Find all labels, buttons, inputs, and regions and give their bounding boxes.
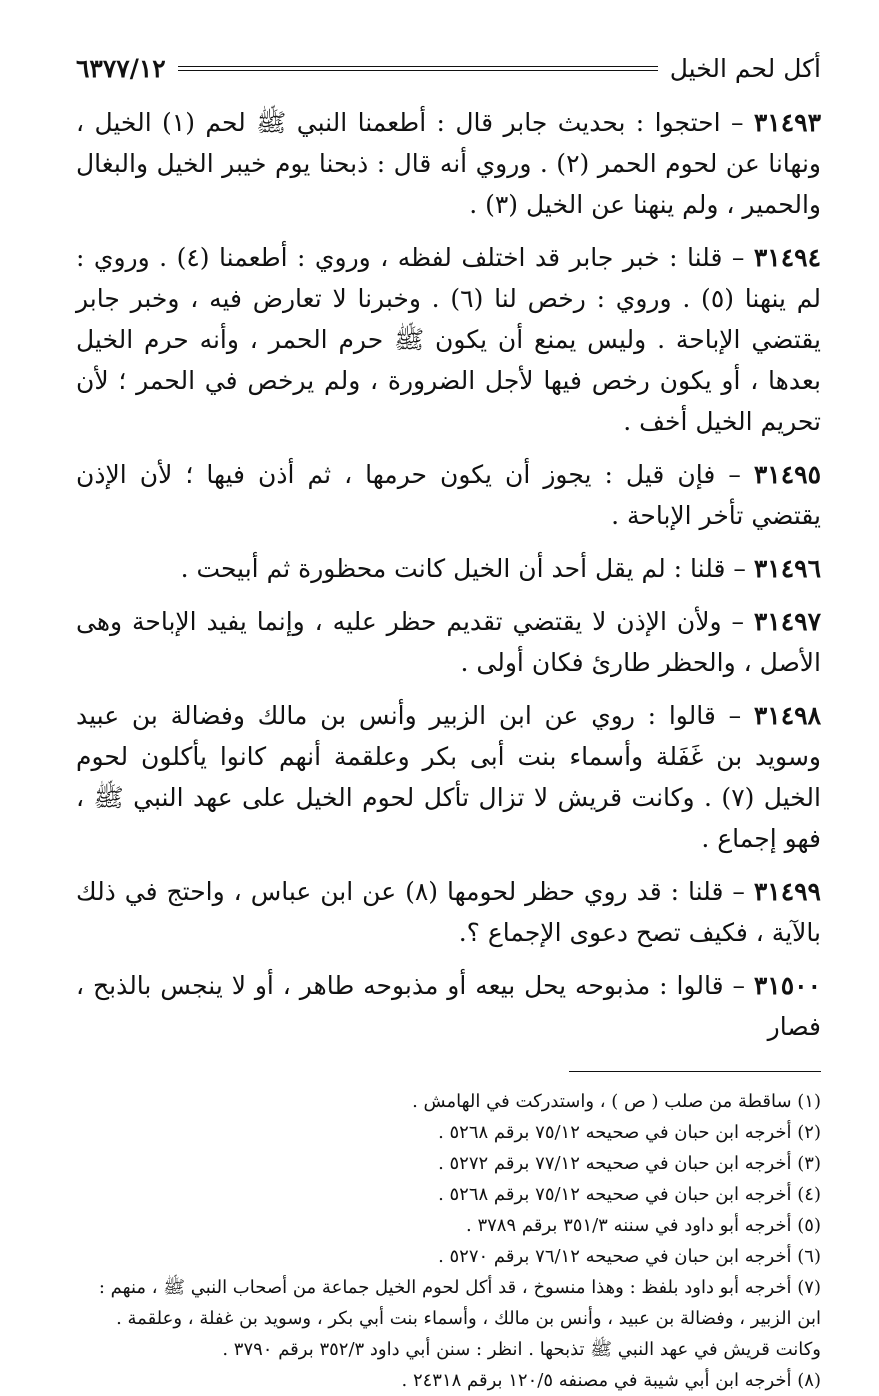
footnote: (٥) أخرجه أبو داود في سننه ٣٥١/٣ برقم ٣٧٨٩ . xyxy=(466,1215,821,1236)
paragraph: ٣١٤٩٤ – قلنا : خبر جابر قد اختلف لفظه ، وروي : أطعمنا (٤) . وروي : لم ينهنا (٥) . وروي : رخص لنا (٦) . وخبرنا لا تعارض فيه ، وخبر جابر يقتضي الإباحة . وليس يمنع أن يكون ﷺ حرم الحمر ، وأنه حرم الخيل بعدها ، أو يكون رخص فيها لأجل الضرورة ، ولم يرخص في الحمر ؛ لأن تحريم الخيل أخف . xyxy=(76,243,822,436)
footnote: (٦) أخرجه ابن حبان في صحيحه ٧٦/١٢ برقم ٥٢٧٠ . xyxy=(438,1246,821,1267)
paragraph-text: قلنا : خبر جابر قد اختلف لفظه ، وروي : أطعمنا (٤) . وروي : لم ينهنا (٥) . وروي : رخص لنا (٦) . وخبرنا لا تعارض فيه ، وخبر جابر يقتضي الإباحة . وليس يمنع أن يكون ﷺ حرم الحمر ، وأنه حرم الخيل بعدها ، أو يكون رخص فيها لأجل الضرورة ، ولم يرخص في الحمر ؛ لأن تحريم الخيل أخف . xyxy=(76,243,822,436)
paragraph: ٣١٤٩٧ – ولأن الإذن لا يقتضي تقديم حظر عليه ، وإنما يفيد الإباحة وهى الأصل ، والحظر طارئ فكان أولى . xyxy=(76,607,821,677)
paragraph-number: ٣١٤٩٨ xyxy=(753,701,821,730)
paragraph-text: قلنا : قد روي حظر لحومها (٨) عن ابن عباس ، واحتج في ذلك بالآية ، فكيف تصح دعوى الإجماع ؟. xyxy=(76,877,821,947)
page-header xyxy=(76,46,821,90)
paragraph: ٣١٤٩٣ – احتجوا : بحديث جابر قال : أطعمنا النبي ﷺ لحم (١) الخيل ، ونهانا عن لحوم الحمر (٢) . وروي أنه قال : ذبحنا يوم خيبر الخيل والبغال والحمير ، ولم ينهنا عن الخيل (٣) . xyxy=(76,108,822,219)
footnote: (٢) أخرجه ابن حبان في صحيحه ٧٥/١٢ برقم ٥٢٦٨ . xyxy=(438,1122,821,1143)
paragraph-text: ولأن الإذن لا يقتضي تقديم حظر عليه ، وإنما يفيد الإباحة وهى الأصل ، والحظر طارئ فكان أولى . xyxy=(76,607,821,677)
main-text xyxy=(76,102,821,1047)
paragraph-number: ٣١٤٩٥ xyxy=(753,460,821,489)
paragraph-text: احتجوا : بحديث جابر قال : أطعمنا النبي ﷺ لحم (١) الخيل ، ونهانا عن لحوم الحمر (٢) . وروي أنه قال : ذبحنا يوم خيبر الخيل والبغال والحمير ، ولم ينهنا عن الخيل (٣) . xyxy=(76,108,821,219)
paragraph-text: قلنا : لم يقل أحد أن الخيل كانت محظورة ثم أبيحت . xyxy=(180,554,726,583)
paragraph: ٣١٤٩٨ – قالوا : روي عن ابن الزبير وأنس بن مالك وفضالة بن عبيد وسويد بن غَفَلة وأسماء بنت أبى بكر وعلقمة أنهم كانوا يأكلون لحوم الخيل (٧) . وكانت قريش لا تزال تأكل لحوم الخيل على عهد النبي ﷺ ، فهو إجماع . xyxy=(76,701,821,853)
paragraph-number: ٣١٤٩٦ xyxy=(753,554,821,583)
footnotes xyxy=(76,1086,821,1396)
page-number: ٦٣٧٧/١٢ xyxy=(76,53,166,83)
paragraph: ٣١٥٠٠ – قالوا : مذبوحه يحل بيعه أو مذبوحه طاهر ، أو لا ينجس بالذبح ، فصار xyxy=(76,971,821,1041)
paragraph: ٣١٤٩٩ – قلنا : قد روي حظر لحومها (٨) عن ابن عباس ، واحتج في ذلك بالآية ، فكيف تصح دعوى الإجماع ؟. xyxy=(76,877,821,947)
paragraph: ٣١٤٩٥ – فإن قيل : يجوز أن يكون حرمها ، ثم أذن فيها ؛ لأن الإذن يقتضي تأخر الإباحة . xyxy=(76,460,821,530)
footnote: (١) ساقطة من صلب ( ص ) ، واستدركت في الهامش . xyxy=(412,1091,821,1112)
paragraph-number: ٣١٤٩٧ xyxy=(753,607,821,636)
header-rule xyxy=(178,66,658,71)
footnote: (٨) أخرجه ابن أبي شيبة في مصنفه ١٢٠/٥ برقم ٢٤٣١٨ . xyxy=(401,1370,821,1391)
footnote: (٧) أخرجه أبو داود بلفظ : وهذا منسوخ ، قد أكل لحوم الخيل جماعة من أصحاب النبي ﷺ ، منهم : ابن الزبير ، وفضالة بن عبيد ، وأنس بن مالك ، وأسماء بنت أبي بكر ، وسويد بن غفلة ، وعلقمة . وكانت قريش في عهد النبي ﷺ تذبحها . انظر : سنن أبي داود ٣٥٢/٣ برقم ٣٧٩٠ . xyxy=(98,1277,821,1360)
footnote-separator xyxy=(569,1071,821,1072)
paragraph: ٣١٤٩٦ – قلنا : لم يقل أحد أن الخيل كانت محظورة ثم أبيحت . xyxy=(180,554,821,583)
running-title: أكل لحم الخيل xyxy=(669,53,821,83)
paragraph-number: ٣١٤٩٤ xyxy=(753,243,821,272)
paragraph-number: ٣١٤٩٩ xyxy=(753,877,821,906)
paragraph-text: قالوا : روي عن ابن الزبير وأنس بن مالك وفضالة بن عبيد وسويد بن غَفَلة وأسماء بنت أبى بكر وعلقمة أنهم كانوا يأكلون لحوم الخيل (٧) . وكانت قريش لا تزال تأكل لحوم الخيل على عهد النبي ﷺ ، فهو إجماع . xyxy=(76,701,821,853)
paragraph-text: فإن قيل : يجوز أن يكون حرمها ، ثم أذن فيها ؛ لأن الإذن يقتضي تأخر الإباحة . xyxy=(76,460,821,530)
footnote: (٤) أخرجه ابن حبان في صحيحه ٧٥/١٢ برقم ٥٢٦٨ . xyxy=(438,1184,821,1205)
paragraph-number: ٣١٥٠٠ xyxy=(753,971,821,1000)
footnote: (٣) أخرجه ابن حبان في صحيحه ٧٧/١٢ برقم ٥٢٧٢ . xyxy=(438,1153,821,1174)
paragraph-text: قالوا : مذبوحه يحل بيعه أو مذبوحه طاهر ، أو لا ينجس بالذبح ، فصار xyxy=(76,971,821,1041)
paragraph-number: ٣١٤٩٣ xyxy=(753,108,822,137)
